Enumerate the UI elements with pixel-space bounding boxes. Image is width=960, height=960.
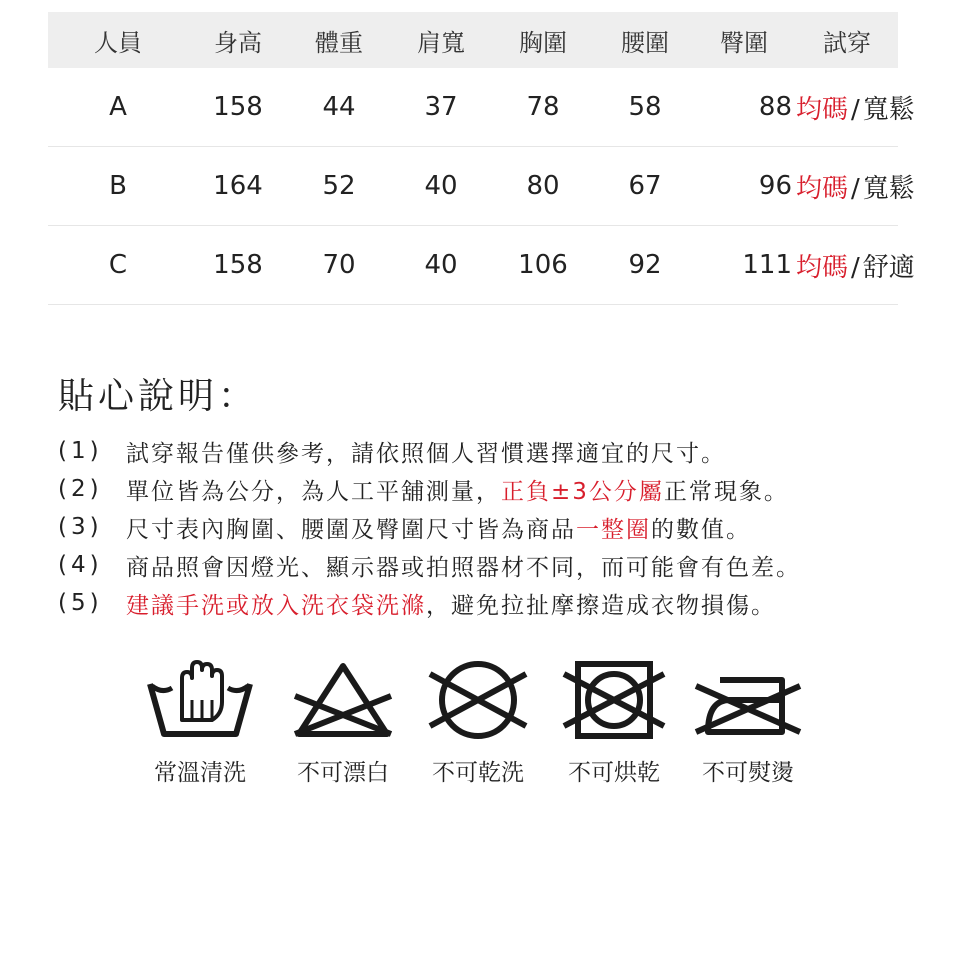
note-number: (2): [58, 476, 103, 502]
header-fit: 試穿: [823, 28, 871, 57]
note-text-part: 尺寸表內胸圍、腰圍及臀圍尺寸皆為商品: [126, 516, 576, 543]
note-item: [58, 546, 918, 584]
cell-height: 164: [213, 171, 263, 201]
care-label: 不可烘乾: [568, 760, 660, 786]
cell-waist: 92: [628, 250, 662, 280]
care-item-no-dry-clean: [418, 656, 538, 786]
note-text: [126, 549, 801, 582]
care-item-hand-wash: [140, 656, 260, 786]
note-text: [126, 473, 789, 506]
cell-person: A: [109, 92, 127, 122]
note-highlight: 一整圈: [576, 516, 651, 543]
fit-feel: 寬鬆: [862, 173, 915, 204]
cell-chest: 106: [518, 250, 568, 280]
note-text: [126, 511, 751, 544]
cell-shoulder: 40: [424, 250, 458, 280]
note-highlight: 正負±3公分屬: [501, 478, 664, 505]
fit-separator: /: [851, 173, 860, 204]
note-highlight: 建議手洗或放入洗衣袋洗滌: [126, 592, 426, 619]
no-bleach-icon: [283, 656, 403, 746]
header-waist: 腰圍: [621, 28, 669, 57]
cell-weight: 44: [322, 92, 356, 122]
note-number: (5): [58, 590, 103, 616]
cell-shoulder: 37: [424, 92, 458, 122]
table-row: [48, 68, 915, 147]
note-text: [126, 435, 726, 468]
note-item: [58, 470, 918, 508]
cell-fit: [796, 247, 915, 284]
cell-shoulder: 40: [424, 171, 458, 201]
cell-hip: 88: [758, 92, 792, 122]
fit-feel: 寬鬆: [862, 94, 915, 125]
care-label: 不可乾洗: [432, 760, 524, 786]
note-text-part: 試穿報告僅供參考，請依照個人習慣選擇適宜的尺寸。: [126, 440, 726, 467]
note-text: [126, 587, 776, 620]
fit-size: 均碼: [796, 173, 849, 204]
note-item: [58, 432, 918, 470]
cell-chest: 78: [526, 92, 560, 122]
care-label: 不可漂白: [297, 760, 389, 786]
note-text-part: 的數值。: [651, 516, 751, 543]
cell-fit: [796, 89, 915, 126]
header-height: 身高: [214, 28, 262, 57]
note-item: [58, 584, 918, 622]
header-hip: 臀圍: [720, 28, 768, 57]
care-label: 不可熨燙: [702, 760, 794, 786]
note-text-part: 單位皆為公分，為人工平舖測量，: [126, 478, 501, 505]
cell-fit: [796, 168, 915, 205]
cell-weight: 70: [322, 250, 356, 280]
cell-weight: 52: [322, 171, 356, 201]
note-number: (1): [58, 438, 103, 464]
note-text-part: ，避免拉扯摩擦造成衣物損傷。: [426, 592, 776, 619]
note-text-part: 正常現象。: [663, 478, 789, 505]
cell-person: C: [108, 250, 128, 280]
cell-height: 158: [213, 92, 263, 122]
fit-separator: /: [851, 94, 860, 125]
notes-list: [58, 432, 918, 622]
note-number: (4): [58, 552, 103, 578]
table-row: [48, 147, 915, 226]
cell-waist: 67: [628, 171, 662, 201]
header-shoulder: 肩寬: [417, 28, 465, 57]
cell-hip: 111: [742, 250, 792, 280]
care-item-no-tumble-dry: [554, 656, 674, 786]
header-chest: 胸圍: [519, 28, 567, 57]
care-label: 常溫清洗: [154, 760, 246, 786]
table-header: [48, 12, 898, 68]
no-dry-clean-icon: [418, 656, 538, 746]
size-table: [48, 12, 915, 305]
cell-height: 158: [213, 250, 263, 280]
cell-waist: 58: [628, 92, 662, 122]
fit-size: 均碼: [796, 94, 849, 125]
cell-person: B: [109, 171, 127, 201]
care-item-no-iron: [688, 656, 808, 786]
cell-hip: 96: [758, 171, 792, 201]
no-tumble-dry-icon: [554, 656, 674, 746]
header-person: 人員: [94, 28, 142, 57]
notes-title: 貼心說明：: [58, 376, 259, 417]
header-weight: 體重: [315, 28, 363, 57]
care-item-no-bleach: [283, 656, 403, 786]
note-text-part: 商品照會因燈光、顯示器或拍照器材不同，而可能會有色差。: [126, 554, 801, 581]
care-symbols: [140, 656, 820, 796]
fit-separator: /: [851, 252, 860, 283]
hand-wash-icon: [140, 656, 260, 746]
no-iron-icon: [688, 656, 808, 746]
note-number: (3): [58, 514, 103, 540]
fit-size: 均碼: [796, 252, 849, 283]
cell-chest: 80: [526, 171, 560, 201]
fit-feel: 舒適: [862, 252, 915, 283]
table-row: [48, 226, 915, 305]
note-item: [58, 508, 918, 546]
